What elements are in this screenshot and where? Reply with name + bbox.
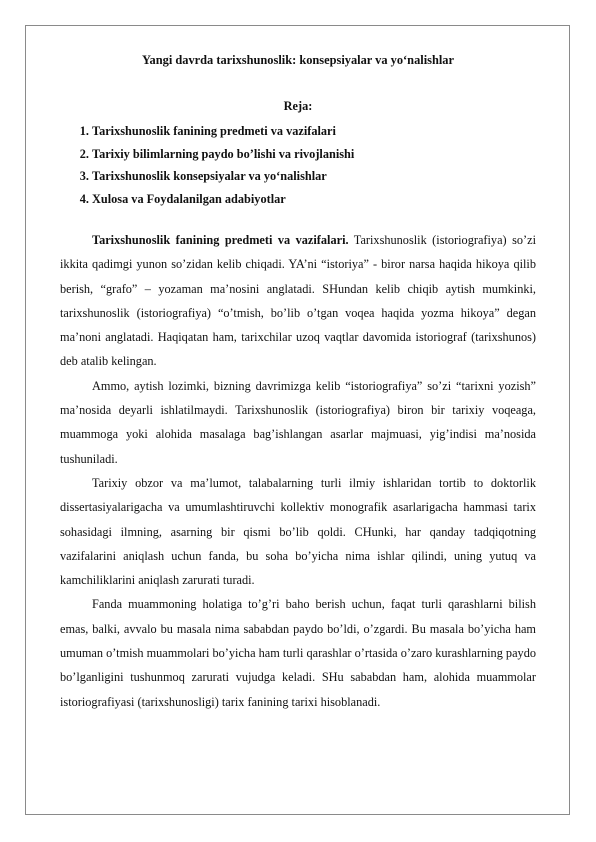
paragraph-text: Tarixshunoslik (istoriografiya) so’zi ikkita qadimgi yunon so’zidan kelib chiqadi. YA’ni “istoriya” - biror narsa haqida hikoya qilib berish, “grafo” – yozaman ma’nosini anglatadi. SHundan kelib chiqib aytish mumkinki, tarixshunoslik (istoriografiya) “o’tmish, bo’lib o’tgan voqea haqida yozma hikoya” degan ma’noni anglatadi. Haqiqatan ham, tarixchilar uzoq vaqtlar davomida istoriograf (tarixshunos) deb atalib kelingan.	[60, 233, 536, 369]
plan-heading: Reja:	[283, 99, 313, 113]
document-title: Yangi davrda tarixshunoslik: konsepsiyalar va yo‘nalishlar	[141, 53, 454, 67]
paragraph-lead: Tarixshunoslik fanining predmeti va vazifalari.	[92, 233, 349, 247]
paragraph	[60, 592, 536, 713]
paragraph-text: Tarixiy obzor va ma’lumot, talabalarning turli ilmiy ishlaridan tortib to doktorlik dissertasiyalarigacha va umumlashtiruvchi kollektiv monografik asarlarigacha hammasi tarix sohasidagi ilmning, asarning bir qismi bo’lib qoldi. CHunki, har qanday tadqiqotning vazifalarini aniqlash uchun fanda, bu soha bo’yicha nima ishlar qilindi, uning yutuq va kamchiliklarini aniqlash zarurati turadi.	[60, 475, 536, 588]
plan-item: 4. Xulosa va Foydalanilgan adabiyotlar	[92, 188, 536, 211]
paragraph	[60, 471, 536, 592]
plan-item: 1. Tarixshunoslik fanining predmeti va vazifalari	[92, 120, 536, 143]
paragraph-text: Fanda muammoning holatiga to’g’ri baho berish uchun, faqat turli qarashlarni bilish emas, balki, avvalo bu masala nima sababdan paydo bo’ldi, o’zgardi. Bu masala bo’yicha ham umuman o’tmish muammolari bo’yicha ham turli qarashlar o’rtasida o’zaro kurashlarning paydo bo’lganligini tushunmoq zarurati vujudga keladi. SHu sababdan ham, alohida muammolar istoriografiyasi (tarixshunosligi) tarix fanining tarixi hisoblanadi.	[60, 597, 536, 709]
paragraph	[60, 228, 536, 374]
plan-item: 2. Tarixiy bilimlarning paydo bo’lishi va rivojlanishi	[92, 143, 536, 166]
plan-list	[60, 120, 536, 210]
plan-item: 3. Tarixshunoslik konsepsiyalar va yo‘nalishlar	[92, 165, 536, 188]
body-text	[60, 228, 536, 714]
paragraph	[60, 374, 536, 471]
document-body	[60, 52, 536, 714]
paragraph-text: Ammo, aytish lozimki, bizning davrimizga kelib “istoriografiya” so’zi “tarixni yozish” ma’nosida deyarli ishlatilmaydi. Tarixshunoslik (istoriografiya) biron bir tarixiy voqeaga, muammoga yoki alohida masalaga bag’ishlangan asarlar majmuasi, yig’indisi ma’nosida tushuniladi.	[60, 378, 536, 466]
